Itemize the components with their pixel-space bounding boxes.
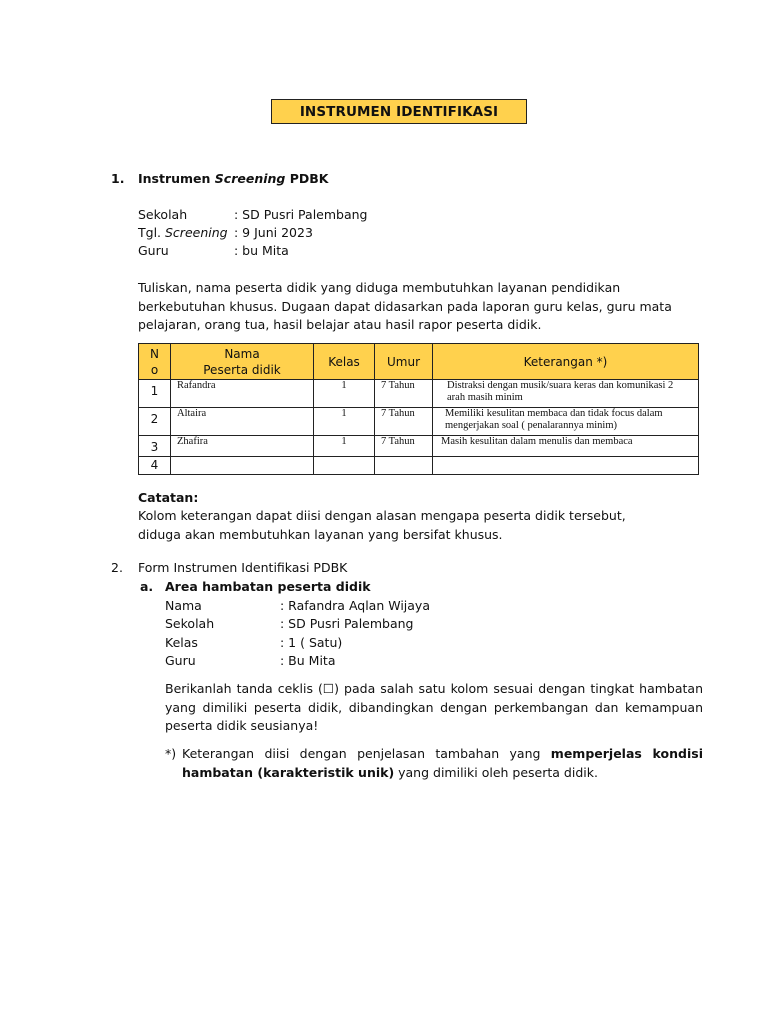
cell-no: 1 <box>139 380 171 408</box>
form-label-sekolah: Sekolah <box>165 616 215 631</box>
form-value-guru: : Bu Mita <box>280 653 336 668</box>
table-row <box>139 436 699 457</box>
cell-umur: 7 Tahun <box>375 436 433 457</box>
cell-no: 3 <box>139 436 171 457</box>
cell-no: 2 <box>139 408 171 436</box>
cell-nama: Rafandra <box>171 380 314 408</box>
cell-nama: Zhafira <box>171 436 314 457</box>
form-value-nama: : Rafandra Aqlan Wijaya <box>280 598 430 613</box>
subsection-a-letter: a. <box>140 579 154 594</box>
screening-table <box>138 343 699 475</box>
subsection-a-heading: Area hambatan peserta didik <box>165 579 371 594</box>
field-label-tgl-screening: Tgl. Screening <box>138 225 228 240</box>
cell-keterangan: Memiliki kesulitan membaca dan tidak focus dalam mengerjakan soal ( penalarannya minim) <box>433 408 699 436</box>
cell-kelas: 1 <box>314 380 375 408</box>
field-value-guru: : bu Mita <box>234 243 289 258</box>
header-kelas: Kelas <box>314 344 375 380</box>
field-value-sekolah: : SD Pusri Palembang <box>234 207 368 222</box>
table-header-row <box>139 344 699 380</box>
form-label-nama: Nama <box>165 598 202 613</box>
form-value-sekolah: : SD Pusri Palembang <box>280 616 414 631</box>
footnote-text: Keterangan diisi dengan penjelasan tambahan yang memperjelas kondisi hambatan (karakteristik unik) yang dimiliki oleh peserta didik. <box>182 746 703 780</box>
cell-kelas <box>314 457 375 475</box>
section-1-heading-prefix: Instrumen <box>138 171 215 186</box>
note-text: Kolom keterangan dapat diisi dengan alasan mengapa peserta didik tersebut, diduga akan membutuhkan layanan yang bersifat khusus. <box>138 508 626 542</box>
footnote-marker: *) <box>165 746 177 761</box>
table-row <box>139 380 699 408</box>
field-label-sekolah: Sekolah <box>138 207 188 222</box>
field-label-guru: Guru <box>138 243 169 258</box>
section-1-instruction: Tuliskan, nama peserta didik yang diduga membutuhkan layanan pendidikan berkebutuhan khusus. Dugaan dapat didasarkan pada laporan guru kelas, guru mata pelajaran, orang tua, hasil belajar atau hasil rapor peserta didik. <box>138 280 672 332</box>
cell-keterangan: Distraksi dengan musik/suara keras dan komunikasi 2 arah masih minim <box>433 380 699 408</box>
checkbox-symbol-icon: ☐ <box>322 681 335 696</box>
cell-umur: 7 Tahun <box>375 380 433 408</box>
section-1-heading-suffix: PDBK <box>285 171 329 186</box>
document-title: INSTRUMEN IDENTIFIKASI <box>271 99 527 124</box>
form-label-guru: Guru <box>165 653 196 668</box>
cell-keterangan <box>433 457 699 475</box>
cell-no: 4 <box>139 457 171 475</box>
cell-umur: 7 Tahun <box>375 408 433 436</box>
cell-nama: Altaira <box>171 408 314 436</box>
section-2-number: 2. <box>111 560 123 575</box>
section-1-heading-italic: Screening <box>214 171 286 186</box>
form-value-kelas: : 1 ( Satu) <box>280 635 343 650</box>
cell-nama <box>171 457 314 475</box>
field-value-tgl-screening: : 9 Juni 2023 <box>234 225 313 240</box>
cell-keterangan: Masih kesulitan dalam menulis dan membaca <box>433 436 699 457</box>
header-umur: Umur <box>375 344 433 380</box>
cell-kelas: 1 <box>314 408 375 436</box>
header-nama: Nama Peserta didik <box>171 344 314 380</box>
header-keterangan: Keterangan *) <box>433 344 699 380</box>
cell-kelas: 1 <box>314 436 375 457</box>
section-1-heading <box>138 170 328 188</box>
section-1-number: 1. <box>111 171 125 186</box>
header-no: N o <box>139 344 171 380</box>
table-row <box>139 457 699 475</box>
note-heading: Catatan: <box>138 490 199 505</box>
table-row <box>139 408 699 436</box>
section-2-instruction: Berikanlah tanda ceklis (☐) pada salah satu kolom sesuai dengan tingkat hambatan yang dimiliki peserta didik, dibandingkan dengan perkembangan dan kemampuan peserta didik seusianya! <box>165 681 704 733</box>
cell-umur <box>375 457 433 475</box>
section-2-heading: Form Instrumen Identifikasi PDBK <box>138 560 348 575</box>
form-label-kelas: Kelas <box>165 635 198 650</box>
